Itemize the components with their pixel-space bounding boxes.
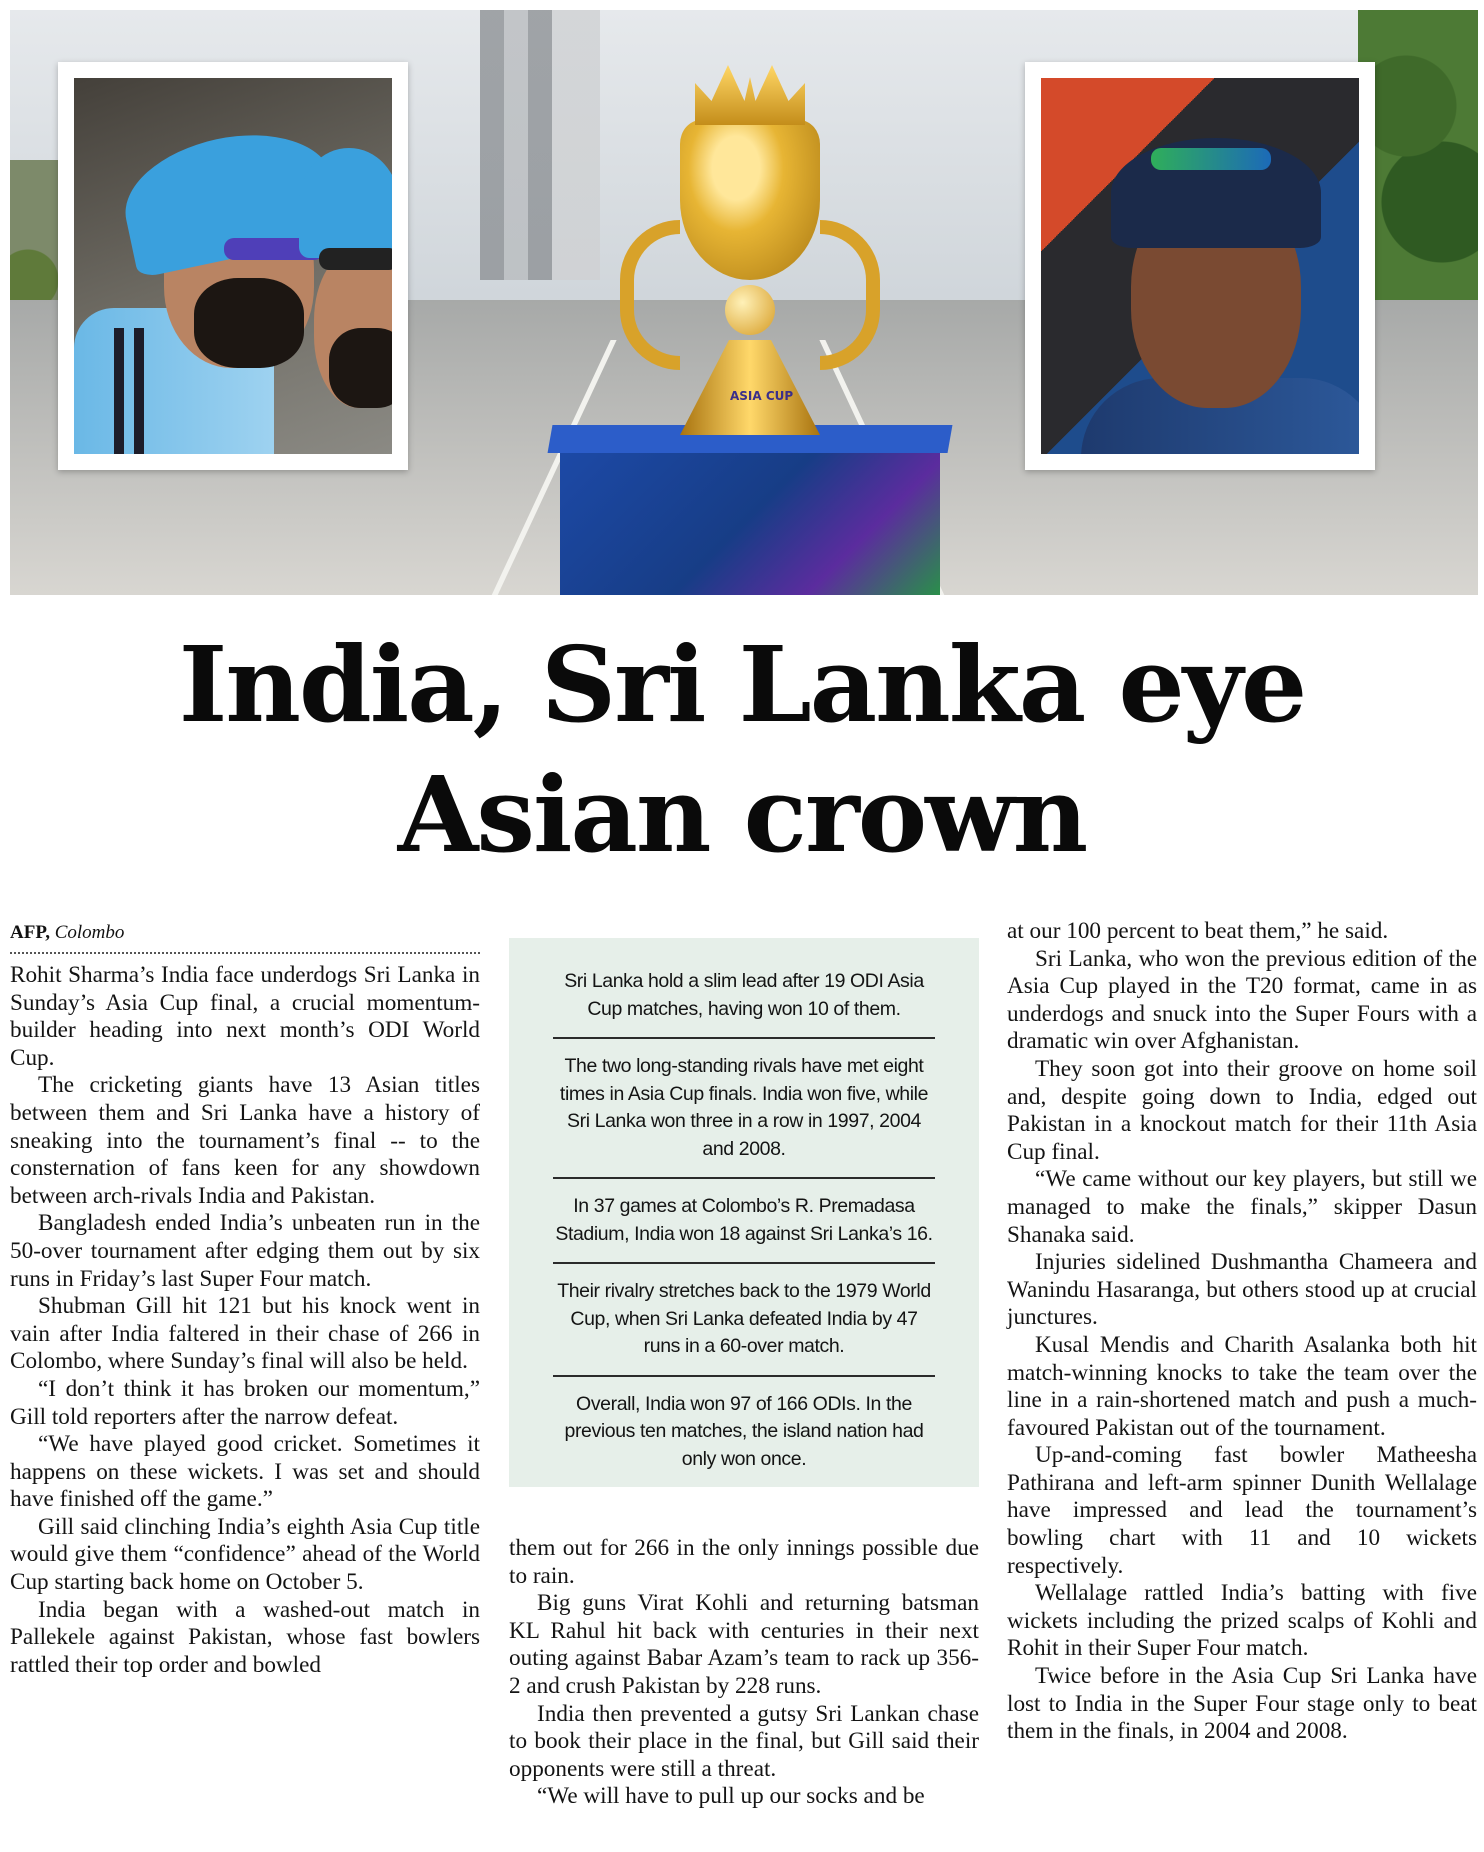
trees-right bbox=[1358, 10, 1478, 330]
fact-item: The two long-standing rivals have met eight times in Asia Cup finals. India won five, while Sri Lanka won three in a row in 1997, 2004 and 2008. bbox=[553, 1053, 935, 1179]
article-paragraph: India then prevented a gutsy Sri Lankan chase to book their place in the final, but Gill said their opponents were still a threat. bbox=[509, 1700, 979, 1782]
byline bbox=[10, 920, 480, 954]
fact-item: Their rivalry stretches back to the 1979 World Cup, when Sri Lanka defeated India by 47 runs in a 60-over match. bbox=[553, 1278, 935, 1377]
fact-box bbox=[509, 938, 979, 1487]
sunglasses-on-cap bbox=[1151, 148, 1271, 170]
article-paragraph: Shubman Gill hit 121 but his knock went in vain after India faltered in their chase of 266 in Colombo, where Sunday’s final will also be held. bbox=[10, 1293, 480, 1375]
second-player-beard bbox=[329, 328, 392, 408]
fact-item: Sri Lanka hold a slim lead after 19 ODI Asia Cup matches, having won 10 of them. bbox=[553, 968, 935, 1039]
trophy-cup bbox=[680, 120, 820, 280]
article-column-2 bbox=[509, 1535, 979, 1811]
article-paragraph: India began with a washed-out match in Pallekele against Pakistan, whose fast bowlers rattled their top order and bowled bbox=[10, 1596, 480, 1678]
article-paragraph: They soon got into their groove on home soil and, despite going down to India, edged out Pakistan in a knockout match for their 11th Asia Cup final. bbox=[1007, 1055, 1477, 1165]
article-paragraph: The cricketing giants have 13 Asian titles between them and Sri Lanka have a history of sneaking into the tournament’s final -- to the consternation of fans keen for any showdown between arch-rivals India and Pakistan. bbox=[10, 1072, 480, 1209]
player-beard bbox=[194, 278, 304, 368]
asia-cup-trophy bbox=[530, 50, 960, 595]
jersey-stripe bbox=[134, 328, 144, 454]
trophy-handle-right bbox=[820, 220, 880, 370]
photo-india-players bbox=[58, 62, 408, 470]
trophy-label: ASIA CUP bbox=[730, 389, 794, 403]
trophy-pedestal bbox=[560, 440, 940, 595]
trophy-crown bbox=[695, 65, 805, 125]
headline-line-1: India, Sri Lanka eye bbox=[178, 623, 1306, 746]
article-paragraph: Up-and-coming fast bowler Matheesha Pathirana and left-arm spinner Dunith Wellalage have impressed and lead the tournament’s bowling chart with 11 and 10 wickets respectively. bbox=[1007, 1442, 1477, 1579]
article-paragraph: Sri Lanka, who won the previous edition of the Asia Cup played in the T20 format, came in as underdogs and snuck into the Super Fours with a dramatic win over Afghanistan. bbox=[1007, 945, 1477, 1055]
headline bbox=[0, 620, 1484, 880]
sunglasses bbox=[319, 248, 392, 270]
fact-item: In 37 games at Colombo’s R. Premadasa Stadium, India won 18 against Sri Lanka’s 16. bbox=[553, 1193, 935, 1264]
byline-agency: AFP, bbox=[10, 922, 50, 943]
headline-line-2: Asian crown bbox=[397, 753, 1087, 876]
trophy-ball bbox=[725, 285, 775, 335]
article-paragraph: Big guns Virat Kohli and returning batsman KL Rahul hit back with centuries in their next outing against Babar Azam’s team to rack up 356-2 and crush Pakistan by 228 runs. bbox=[509, 1590, 979, 1699]
india-players-image bbox=[74, 78, 392, 454]
article-paragraph: Twice before in the Asia Cup Sri Lanka have lost to India in the Super Four stage only to beat them in the finals, in 2004 and 2008. bbox=[1007, 1663, 1477, 1745]
article-column-3 bbox=[1007, 918, 1477, 1746]
article-paragraph: Injuries sidelined Dushmantha Chameera and Wanindu Hasaranga, but others stood up at crucial junctures. bbox=[1007, 1249, 1477, 1331]
byline-place: Colombo bbox=[54, 922, 125, 943]
article-column-1 bbox=[10, 962, 480, 1679]
article-paragraph: Rohit Sharma’s India face underdogs Sri Lanka in Sunday’s Asia Cup final, a crucial momentum-builder heading into next month’s ODI World Cup. bbox=[10, 962, 480, 1071]
trophy-handle-left bbox=[620, 220, 680, 370]
second-blue-cap bbox=[299, 148, 392, 258]
article-paragraph: at our 100 percent to beat them,” he said. bbox=[1007, 918, 1389, 944]
article-paragraph: Gill said clinching India’s eighth Asia Cup title would give them “confidence” ahead of the World Cup starting back home on October 5. bbox=[10, 1513, 480, 1596]
fact-item: Overall, India won 97 of 166 ODIs. In the previous ten matches, the island nation had only won once. bbox=[564, 1392, 924, 1470]
article-paragraph: “I don’t think it has broken our momentum,” Gill told reporters after the narrow defeat. bbox=[10, 1375, 480, 1430]
jersey-stripe bbox=[114, 328, 124, 454]
article-paragraph: “We have played good cricket. Sometimes it happens on these wickets. I was set and should have finished off the game.” bbox=[10, 1431, 480, 1513]
photo-sri-lanka-captain bbox=[1025, 62, 1375, 470]
article-paragraph: “We will have to pull up our socks and be bbox=[537, 1783, 925, 1810]
article-paragraph: Bangladesh ended India’s unbeaten run in the 50-over tournament after edging them out by six runs in Friday’s last Super Four match. bbox=[10, 1210, 480, 1292]
article-paragraph: Kusal Mendis and Charith Asalanka both hit match-winning knocks to take the team over the line in a rain-shortened match and push a much-favoured Pakistan out of the tournament. bbox=[1007, 1331, 1477, 1441]
sri-lanka-captain-image bbox=[1041, 78, 1359, 454]
article-paragraph: “We came without our key players, but still we managed to make the finals,” skipper Dasun Shanaka said. bbox=[1007, 1166, 1477, 1248]
lead-photo bbox=[10, 10, 1478, 595]
article-paragraph: them out for 266 in the only innings possible due to rain. bbox=[509, 1535, 979, 1589]
trophy-stem bbox=[680, 340, 820, 435]
article-paragraph: Wellalage rattled India’s batting with five wickets including the prized scalps of Kohli and Rohit in their Super Four match. bbox=[1007, 1580, 1477, 1662]
